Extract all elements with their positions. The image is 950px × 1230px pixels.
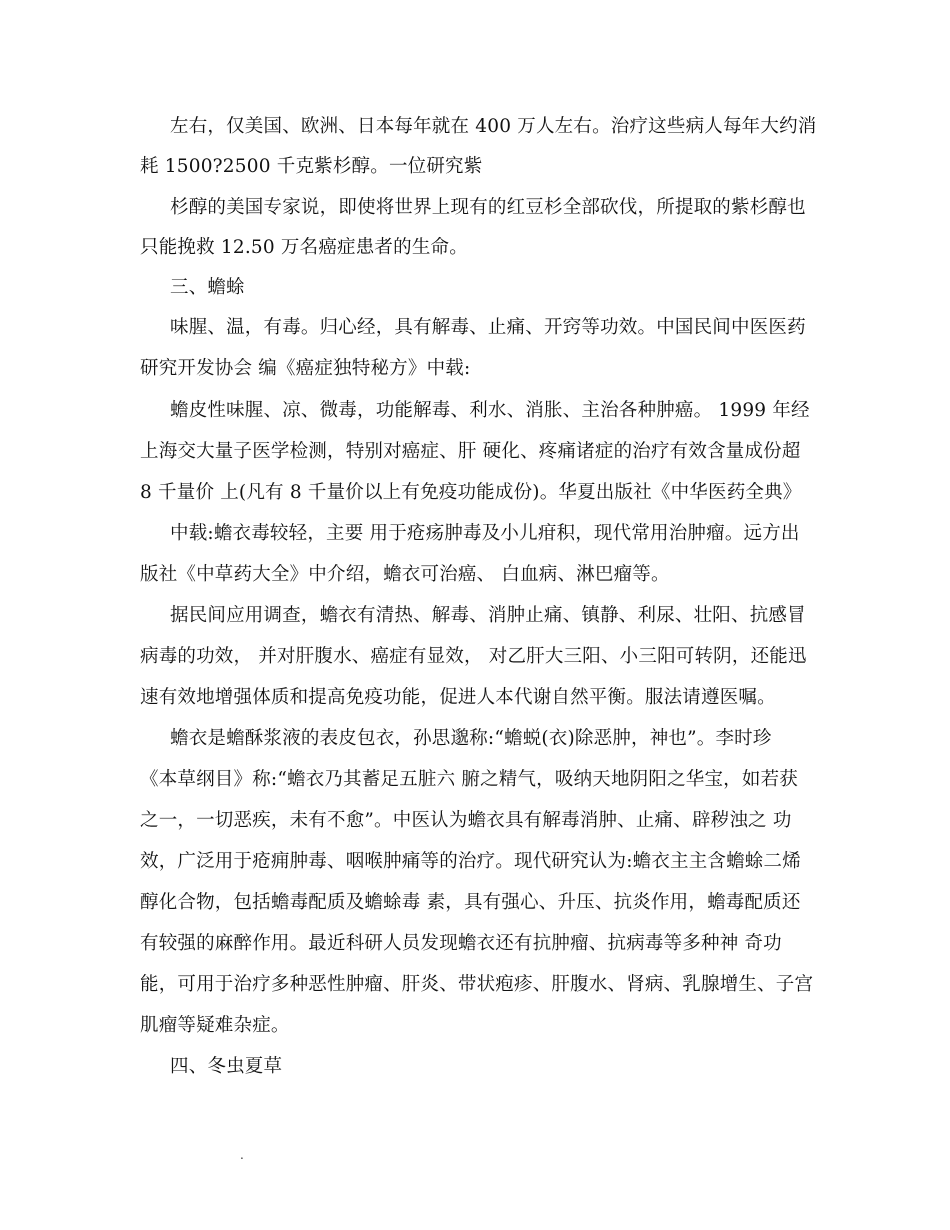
section-heading: 四、冬虫夏草 [170, 1056, 283, 1077]
text-line: 之一，一切恶疾，未有不愈”。中医认为蟾衣具有解毒消肿、止痛、辟秽浊之 功 [140, 810, 792, 831]
text-line: 杉醇的美国专家说，即使将世界上现有的红豆杉全部砍伐，所提取的紫杉醇也 [170, 197, 806, 218]
text-line: 味腥、温，有毒。归心经，具有解毒、止痛、开窍等功效。中国民间中医医药 [170, 317, 806, 338]
text-line: 速有效地增强体质和提高免疫功能，促进人本代谢自然平衡。服法请遵医嘱。 [140, 687, 776, 708]
text-line: 耗 1500?2500 千克紫杉醇。一位研究紫 [140, 156, 483, 177]
text-line: 能，可用于治疗多种恶性肿瘤、肝炎、带状疱疹、肝腹水、肾病、乳腺增生、子宫 [140, 974, 814, 995]
text-line: 有较强的麻醉作用。最近科研人员发现蟾衣还有抗肿瘤、抗病毒等多种神 奇功 [140, 933, 782, 954]
text-line: 左右，仅美国、欧洲、日本每年就在 400 万人左右。治疗这些病人每年大约消 [170, 116, 817, 137]
text-line: 8 千量价 上(凡有 8 千量价以上有免疫功能成份)。华夏出版社《中华医药全典》 [140, 482, 802, 503]
text-line: 病毒的功效， 并对肝腹水、癌症有显效， 对乙肝大三阳、小三阳可转阴，还能迅 [140, 646, 807, 667]
text-line: 《本草纲目》称:“蟾衣乃其蓄足五脏六 腑之精气，吸纳天地阴阳之华宝，如若获 [140, 769, 798, 790]
text-line: 肌瘤等疑难杂症。 [140, 1015, 290, 1036]
text-line: 上海交大量子医学检测，特别对癌症、肝 硬化、疼痛诸症的治疗有效含量成份超 [140, 441, 801, 462]
text-line: 蟾衣是蟾酥浆液的表皮包衣，孙思邈称:“蟾蜕(衣)除恶肿，神也”。李时珍 [170, 728, 772, 749]
text-line: 版社《中草药大全》中介绍，蟾衣可治癌、 白血病、淋巴瘤等。 [140, 564, 670, 585]
footer-mark: . [240, 1148, 244, 1162]
text-line: 只能挽救 12.50 万名癌症患者的生命。 [140, 237, 468, 258]
section-heading: 三、蟾蜍 [170, 277, 245, 298]
text-line: 醇化合物，包括蟾毒配质及蟾蜍毒 素，具有强心、升压、抗炎作用，蟾毒配质还 [140, 892, 801, 913]
text-line: 据民间应用调查，蟾衣有清热、解毒、消肿止痛、镇静、利尿、壮阳、抗感冒 [170, 605, 806, 626]
text-line: 效，广泛用于疮痈肿毒、咽喉肿痛等的治疗。现代研究认为:蟾衣主主含蟾蜍二烯 [140, 851, 801, 872]
text-line: 研究开发协会 编《癌症独特秘方》中载: [140, 358, 471, 379]
text-line: 中载:蟾衣毒较轻，主要 用于疮疡肿毒及小儿疳积，现代常用治肿瘤。远方出 [170, 523, 800, 544]
text-line: 蟾皮性味腥、凉、微毒，功能解毒、利水、消胀、主治各种肿癌。 1999 年经 [170, 400, 810, 421]
